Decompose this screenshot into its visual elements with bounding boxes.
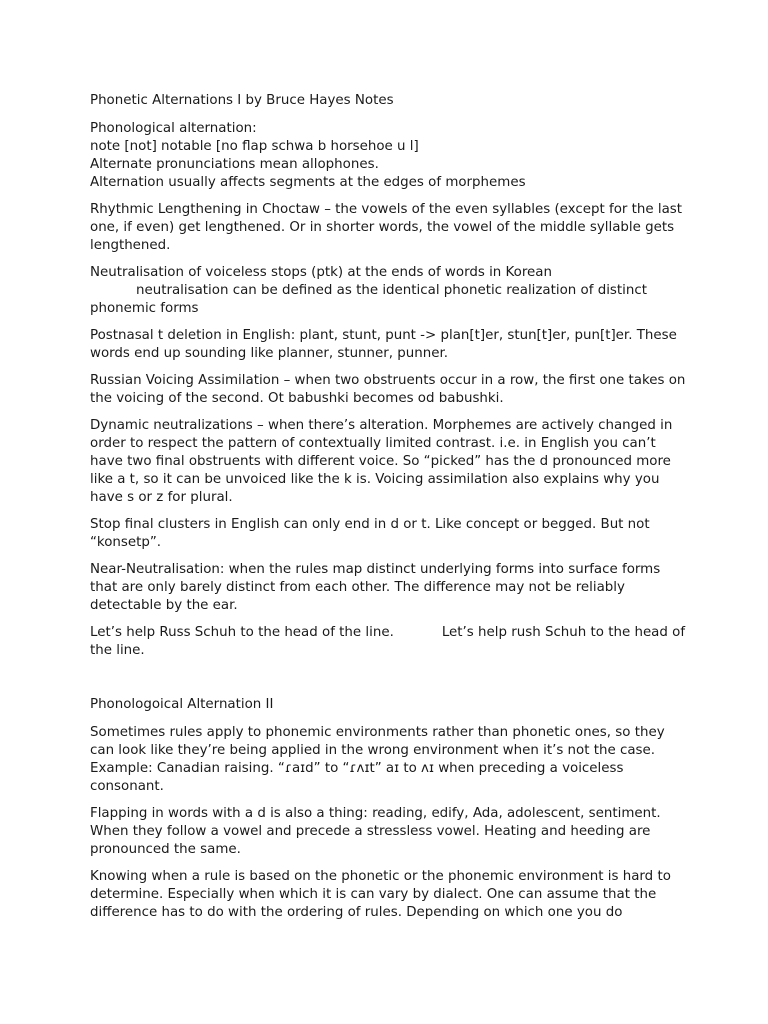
korean-line: Neutralisation of voiceless stops (ptk) at the ends of words in Korean: [90, 265, 552, 280]
paragraph-near-neutralisation: Near-Neutralisation: when the rules map distinct underlying forms into surface forms that are only barely distinct from each other. The difference may not be reliably detectable by the ear.: [90, 562, 661, 613]
alternation-line: Alternation usually affects segments at the edges of morphemes: [90, 175, 526, 190]
paragraph-postnasal: Postnasal t deletion in English: plant, stunt, punt -> plan[t]er, stun[t]er, pun[t]er. These words end up sounding like planner, stunner, punner.: [90, 328, 677, 361]
paragraph-korean: [90, 264, 690, 318]
alternation-line: Alternate pronunciations mean allophones.: [90, 157, 379, 172]
paragraph-flapping: Flapping in words with a d is also a thing: reading, edify, Ada, adolescent, sentiment. When they follow a vowel and precede a stressless vowel. Heating and heeding are pronounced the same.: [90, 806, 661, 857]
paragraph-stop-final: Stop final clusters in English can only end in d or t. Like concept or begged. But not “konsetp”.: [90, 517, 650, 550]
document-title: Phonetic Alternations I by Bruce Hayes Notes: [90, 93, 394, 108]
alternation-heading: Phonological alternation:: [90, 121, 257, 136]
russ-example-b: Let’s help rush Schuh to the head of the line.: [90, 625, 686, 658]
russ-example-a: Let’s help Russ Schuh to the head of the line.: [90, 625, 394, 640]
paragraph-choctaw: Rhythmic Lengthening in Choctaw – the vowels of the even syllables (except for the last one, if even) get lengthened. Or in shorter words, the vowel of the middle syllable gets lengthened.: [90, 202, 683, 253]
alternation-line: note [not] notable [no flap schwa b horsehoe u l]: [90, 139, 419, 154]
paragraph-russian: Russian Voicing Assimilation – when two obstruents occur in a row, the first one takes on the voicing of the second. Ot babushki becomes od babushki.: [90, 373, 686, 406]
paragraph-dynamic: Dynamic neutralizations – when there’s alteration. Morphemes are actively changed in order to respect the pattern of contextually limited contrast. i.e. in English you can’t have two final obstruents with different voice. So “picked” has the d pronounced more like a t, so it can be unvoiced like the k is. Voicing assimilation also explains why you have s or z for plural.: [90, 418, 673, 505]
korean-definition: neutralisation can be defined as the identical phonetic realization of distinct phonemic forms: [90, 283, 647, 316]
alternation-block: [90, 120, 690, 192]
section-title: Phonologoical Alternation II: [90, 697, 274, 712]
paragraph-knowing: Knowing when a rule is based on the phonetic or the phonemic environment is hard to determine. Especially when which it is can vary by dialect. One can assume that the difference has to do with the ordering of rules. Depending on which one you do: [90, 869, 671, 920]
paragraph-russ-schuh: [90, 624, 690, 660]
paragraph-phonemic: Sometimes rules apply to phonemic environments rather than phonetic ones, so they can look like they’re being applied in the wrong environment when it’s not the case. Example: Canadian raising. “ɾaɪd” to “ɾʌɪt” aɪ to ʌɪ when preceding a voiceless consonant.: [90, 725, 665, 794]
document-page: [90, 92, 690, 931]
